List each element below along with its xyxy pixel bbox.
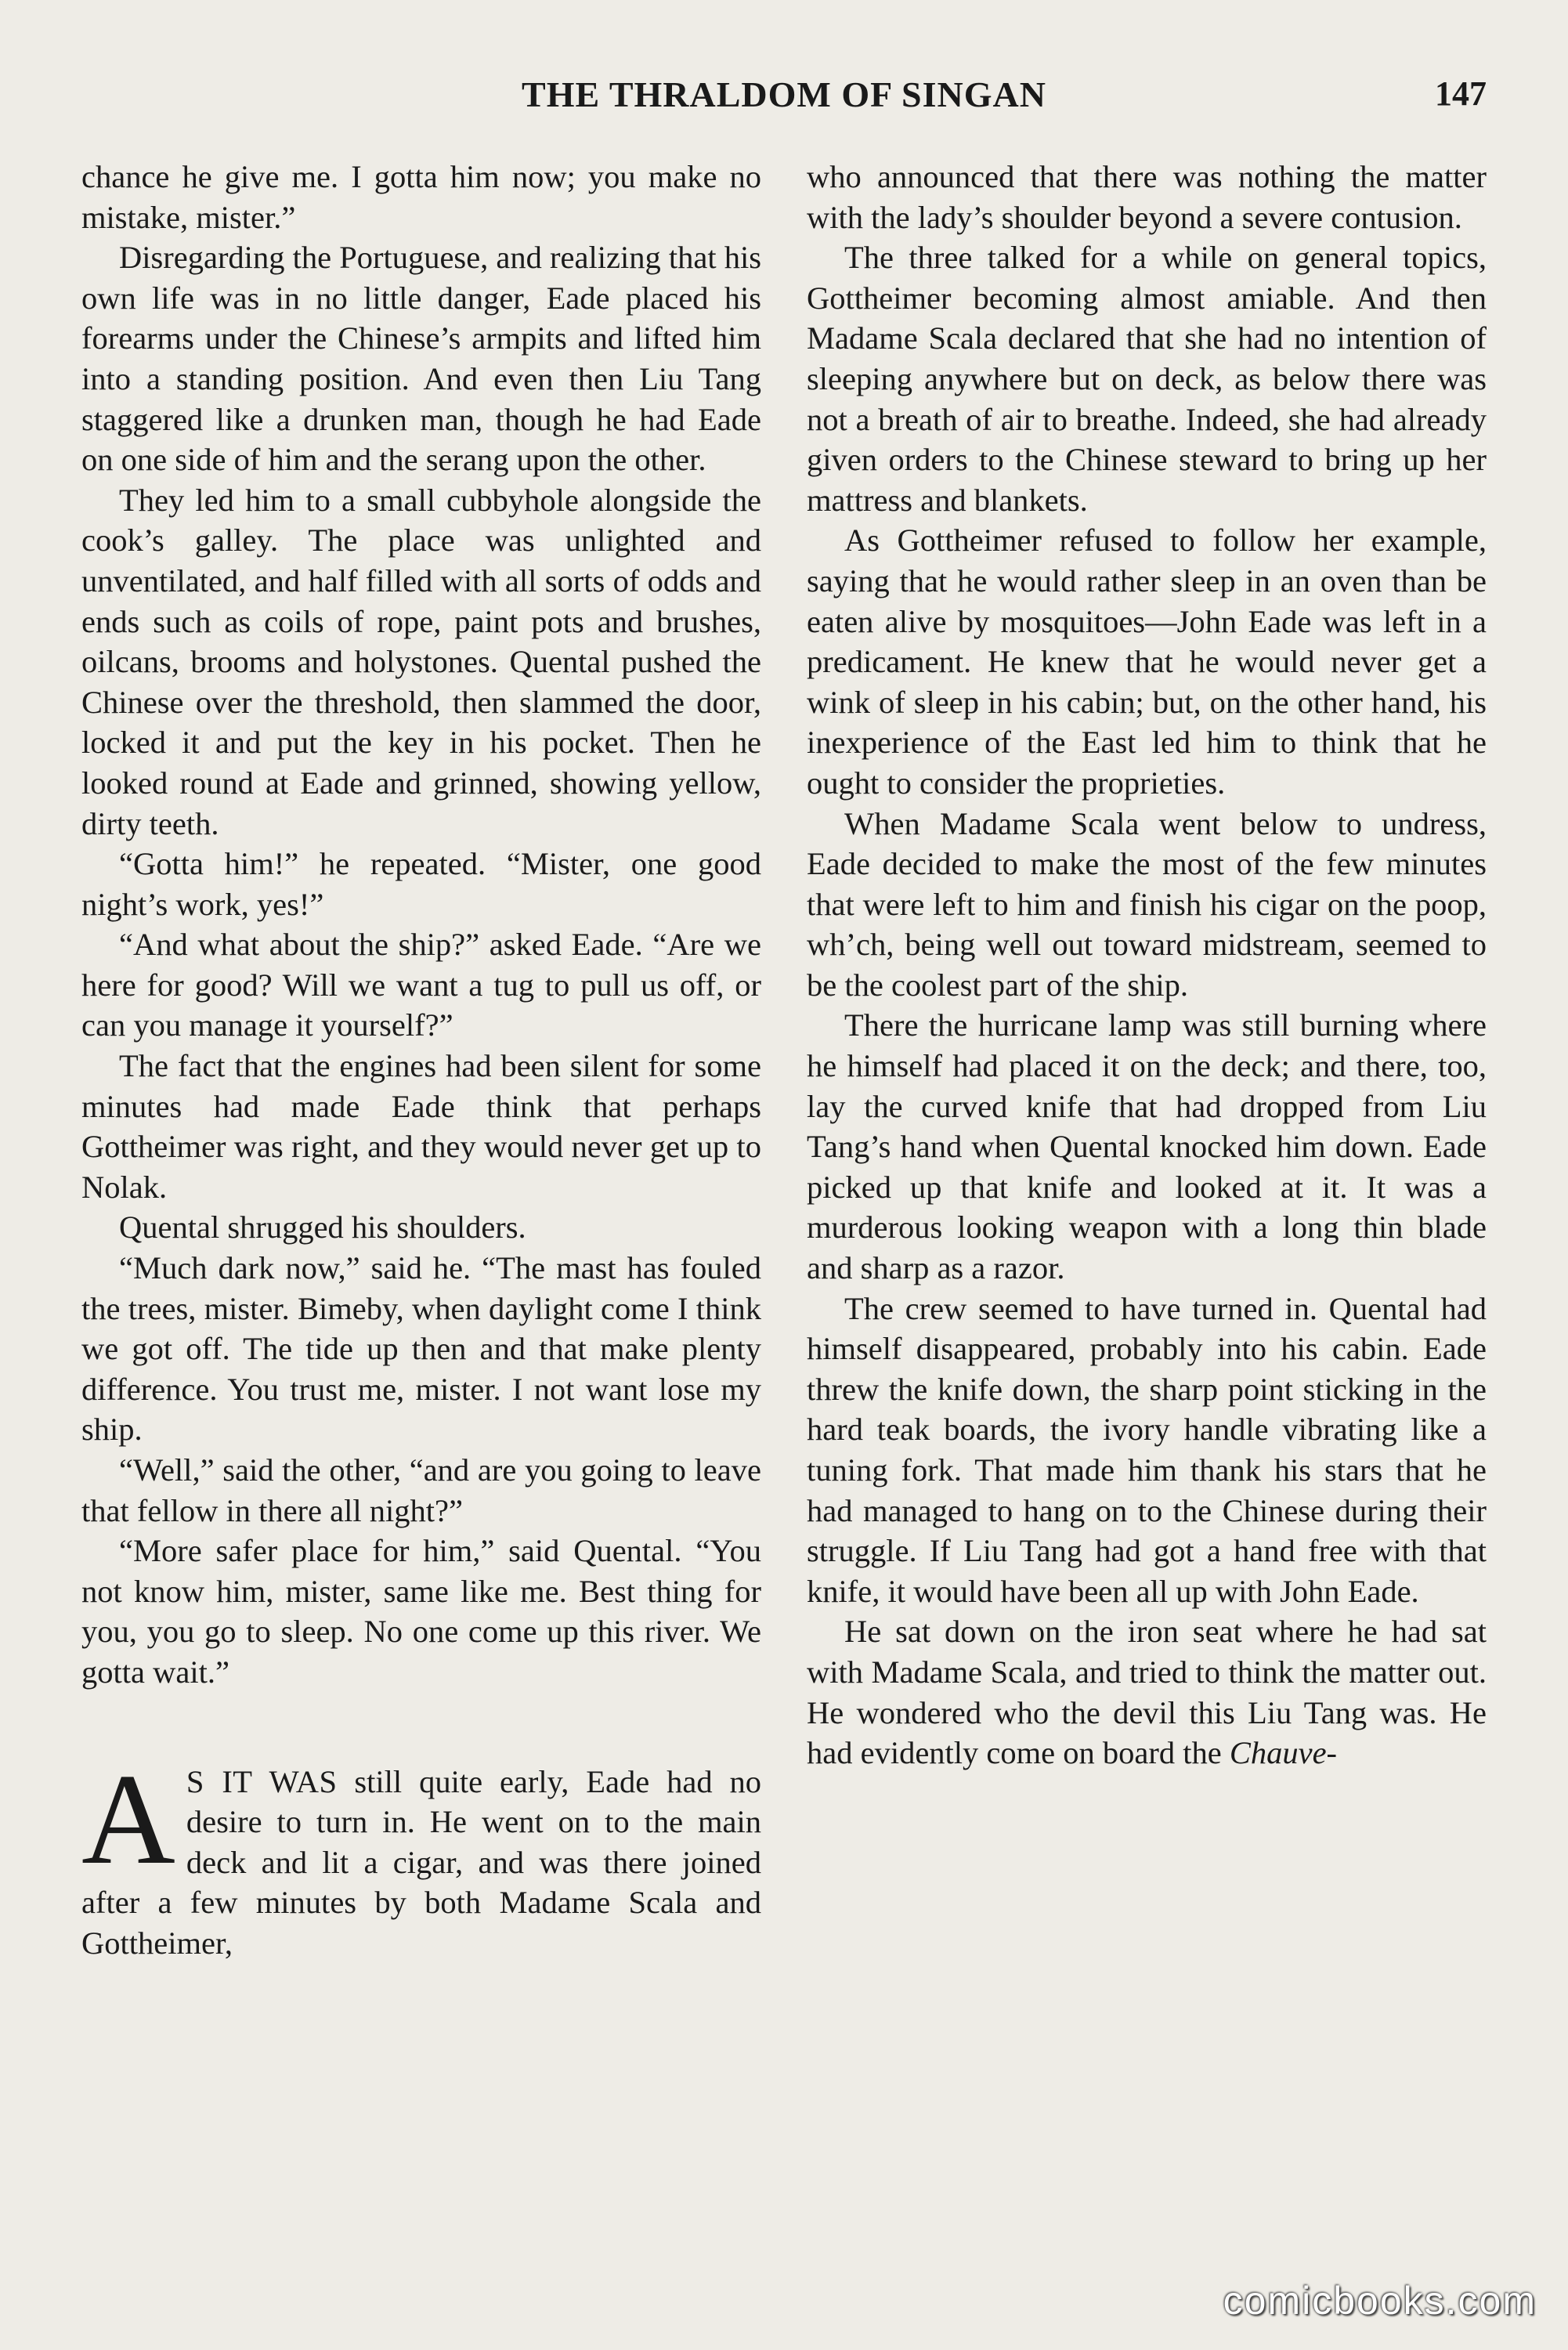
paragraph: They led him to a small cubbyhole alongside the cook’s galley. The place was unlighted and unventilated, and half filled with all sorts of odds and ends such as coils of rope, paint pots and brushes, oilcans, brooms and holystones. Quental pushed the Chinese over the threshold, then slammed the door, locked it and put the key in his pocket. Then he looked round at Eade and grinned, showing yellow, dirty teeth.: [81, 482, 761, 841]
section-start-paragraph: [81, 1746, 762, 1964]
page-header: [81, 74, 1487, 121]
paragraph: When Madame Scala went below to undress, Eade decided to make the most of the few minutes that were left to him and finish his cigar on the poop, wh’ch, being well out toward midstream, seemed to be the coolest part of the ship.: [807, 805, 1487, 1003]
paragraph: The fact that the engines had been silent for some minutes had made Eade think that perhaps Gottheimer was right, and they would never get up to Nolak.: [81, 1048, 761, 1205]
paragraph: “More safer place for him,” said Quental. “You not know him, mister, same like me. Best thing for you, you go to sleep. No one come up this river. We gotta wait.”: [81, 1533, 761, 1690]
paragraph: “And what about the ship?” asked Eade. “Are we here for good? Will we want a tug to pull us off, or can you manage it yourself?”: [81, 927, 761, 1043]
page-number: 147: [1435, 74, 1487, 113]
watermark: comicbooks.com: [1223, 2279, 1537, 2323]
paragraph: There the hurricane lamp was still burning where he himself had placed it on the deck; and there, too, lay the curved knife that had dropped from Liu Tang’s hand when Quental knocked him down. Eade picked up that knife and looked at it. It was a murderous looking weapon with a long thin blade and sharp as a razor.: [807, 1007, 1487, 1286]
paragraph: chance he give me. I gotta him now; you make no mistake, mister.”: [81, 159, 761, 235]
paragraph: Disregarding the Portuguese, and realizing that his own life was in no little danger, Eade placed his forearms under the Chinese’s armpits and lifted him into a standing position. And even then Liu Tang staggered like a drunken man, though he had Eade on one side of him and the serang upon the other.: [81, 240, 761, 478]
running-title: THE THRALDOM OF SINGAN: [522, 74, 1046, 114]
paragraph: who announced that there was nothing the matter with the lady’s shoulder beyond a severe contusion.: [807, 159, 1487, 235]
section-lead-caps: S IT WAS: [186, 1763, 338, 1799]
paragraph: As Gottheimer refused to follow her example, saying that he would rather sleep in an oven than be eaten alive by mosquitoes—John Eade was left in a predicament. He knew that he would never get a wink of sleep in his cabin; but, on the other hand, his inexperience of the East led him to think that he ought to consider the proprieties.: [807, 522, 1487, 801]
paragraph-text: He sat down on the iron seat where he had sat with Madame Scala, and tried to think the matter out. He wondered who the devil this Liu Tang was. He had evidently come on board the: [807, 1614, 1487, 1771]
drop-cap: A: [81, 1746, 175, 1891]
section-text: still quite early, Eade had no desire to turn in. He went on to the main deck and lit a cigar, and was there joined after a few minutes by both Madame Scala and Gottheimer,: [81, 1763, 762, 1961]
paragraph: “Much dark now,” said he. “The mast has fouled the trees, mister. Bimeby, when daylight come I think we got off. The tide up then and that make plenty difference. You trust me, mister. I not want lose my ship.: [81, 1250, 761, 1448]
paragraph: Quental shrugged his shoulders.: [119, 1209, 526, 1246]
ship-name-italic: Chauve-: [1229, 1735, 1338, 1771]
paragraph: The three talked for a while on general topics, Gottheimer becoming almost amiable. And then Madame Scala declared that she had no intention of sleeping anywhere but on deck, as below there was not a breath of air to breathe. Indeed, she had already given orders to the Chinese steward to bring up her mattress and blankets.: [807, 240, 1487, 518]
left-column: [81, 157, 761, 1964]
paragraph: “Well,” said the other, “and are you going to leave that fellow in there all night?”: [81, 1452, 761, 1528]
paragraph: “Gotta him!” he repeated. “Mister, one good night’s work, yes!”: [81, 846, 761, 922]
right-column: [807, 157, 1487, 1773]
paragraph: [807, 1611, 1487, 1773]
paragraph: The crew seemed to have turned in. Quental had himself disappeared, probably into his cabin. Eade threw the knife down, the sharp point sticking in the hard teak boards, the ivory handle vibrating like a tuning fork. That made him thank his stars that he had managed to hang on to the Chinese during their struggle. If Liu Tang had got a hand free with that knife, it would have been all up with John Eade.: [807, 1290, 1487, 1609]
